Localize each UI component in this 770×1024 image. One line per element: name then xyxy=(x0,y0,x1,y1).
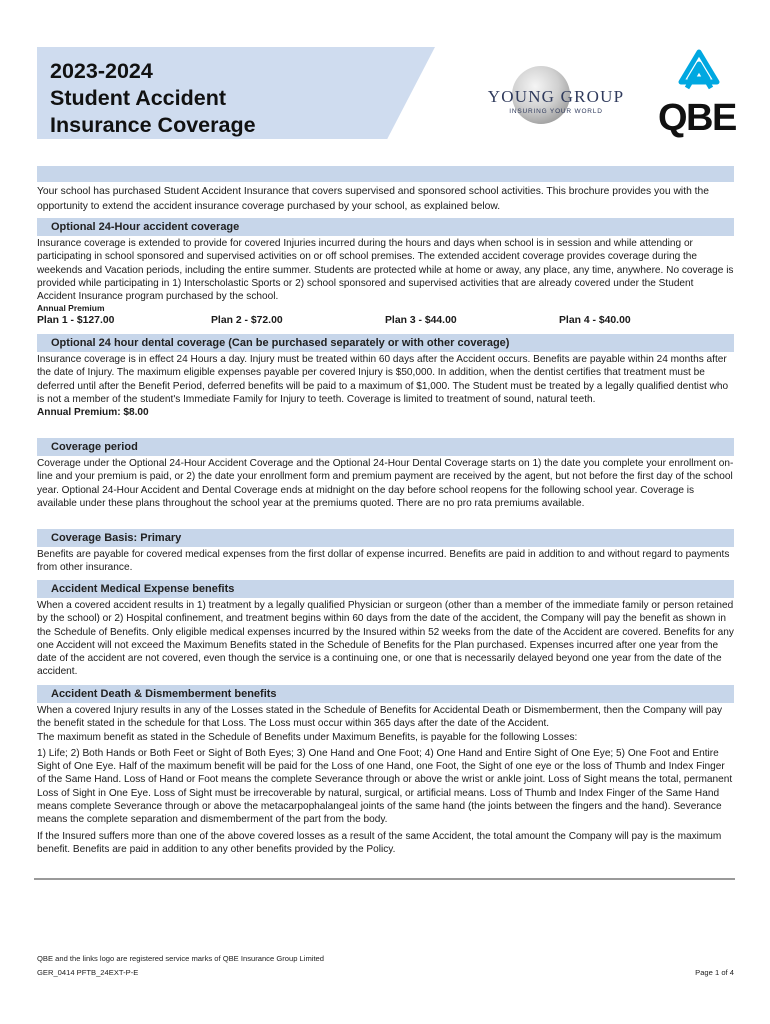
section-heading: Coverage period xyxy=(37,438,734,456)
section-text-4: If the Insured suffers more than one of the above covered losses as a result of the same Accident, the total amount the Company will pay is the maximum benefit. Benefits are paid in addition to any other benefits provided by the Policy. xyxy=(37,830,722,855)
qbe-links-icon xyxy=(672,48,726,94)
section-body xyxy=(37,352,734,419)
header-divider-bar xyxy=(37,166,734,182)
plan-list xyxy=(37,314,734,328)
section-death-dismemberment xyxy=(37,685,734,856)
section-body xyxy=(37,598,734,679)
young-group-name: YOUNG GROUP xyxy=(487,87,625,106)
section-heading: Accident Medical Expense benefits xyxy=(37,580,734,598)
annual-premium-label: Annual Premium xyxy=(37,303,105,314)
qbe-wordmark: QBE xyxy=(658,97,736,139)
title-line-1: Student Accident xyxy=(50,86,226,110)
section-body xyxy=(37,547,734,575)
section-optional-24-hour xyxy=(37,218,734,328)
plan-2-price: Plan 2 - $72.00 xyxy=(211,315,283,327)
section-text-3: 1) Life; 2) Both Hands or Both Feet or Sight of Both Eyes; 3) One Hand and One Foot; 4) One Hand and Entire Sight of One Eye; 5) One Foot and Entire Sight of One Eye. Half of the maximum benefit will be paid for the Loss of one Hand, one Foot, the Sight of one eye or the loss of Thumb and Index Finger of the Same Hand. Loss of Hand or Foot means the complete Severance through or above the wrist or ankle joint. Loss of Sight means the total, permanent Loss of Sight in One Eye. Loss of Sight must be irrecoverable by natural, surgical, or artificial means. Loss of Thumb and Index Finger of the Same Hand means complete Severance through or above the metacarpophalangeal joints of the same hand (the joints between the fingers and the hand). Severance means the complete separation and dismemberment of the part from the body. xyxy=(37,747,733,826)
section-coverage-basis xyxy=(37,529,734,575)
section-text: Benefits are payable for covered medical expenses from the first dollar of expense incurred. Benefits are paid in addition to and without regard to payments from other insurance. xyxy=(37,549,730,574)
section-text: Insurance coverage is extended to provide for covered Injuries incurred during the hours and days when school is in session and while attending or participating in school sponsored and supervised activities on or off school premises. The extended accident coverage provides coverage during the weekends and Vacation periods, including the entire summer. Students are protected while at home or away, any place, any time, anywhere. No coverage is provided while participating in 1) Interscholastic Sports or 2) school sponsored and supervised activities that are already covered under the Student Accident Insurance program purchased by the school. xyxy=(37,238,734,303)
section-body xyxy=(37,236,734,328)
form-code: GER_0414 PFTB_24EXT-P-E xyxy=(37,968,139,977)
plan-1-price: Plan 1 - $127.00 xyxy=(37,315,115,327)
page-title xyxy=(50,58,256,139)
plan-3-price: Plan 3 - $44.00 xyxy=(385,315,457,327)
section-text: Insurance coverage is in effect 24 Hours a day. Injury must be treated within 60 days after the Accident occurs. Benefits are payable within 24 months after the date of Injury. The maximum eligible expenses payable per covered Injury is $50,000. In addition, when the dentist certifies that treatment must be deferred until after the Benefit Period, deferred benefits will be paid to a maximum of $1,000. The Student must be treated by a legally qualified dentist who is not a member of the student's Immediate Family for Injury to teeth. Coverage is limited to treatment of sound, natural teeth. xyxy=(37,354,729,405)
section-text: Coverage under the Optional 24-Hour Accident Coverage and the Optional 24-Hour Dental Coverage starts on 1) the date you complete your enrollment on-line and your premium is paid, or 2) the date your enrollment form and premium payment are received by the agent, but not before the first day of the school year. Optional 24-Hour Accident and Dental Coverage ends at midnight on the day before school reopens for the following school year. Coverage is available under these plans throughout the school year at the premiums quoted. There are no pro rata premiums available. xyxy=(37,458,734,509)
section-heading: Accident Death & Dismemberment benefits xyxy=(37,685,734,703)
section-body xyxy=(37,703,734,856)
section-heading: Coverage Basis: Primary xyxy=(37,529,734,547)
page-number: Page 1 of 4 xyxy=(695,968,734,977)
plan-4-price: Plan 4 - $40.00 xyxy=(559,315,631,327)
section-body xyxy=(37,456,734,510)
young-group-tagline: INSURING YOUR WORLD xyxy=(509,108,603,115)
section-text-1: When a covered Injury results in any of the Losses stated in the Schedule of Benefits for Accidental Death or Dismemberment, then the Company will pay the benefit stated in the schedule for that Loss. The Loss must occur within 365 days after the date of the Accident. xyxy=(37,705,723,730)
title-line-year: 2023-2024 xyxy=(50,59,153,83)
section-dental xyxy=(37,334,734,419)
trademark-note: QBE and the links logo are registered service marks of QBE Insurance Group Limited xyxy=(37,954,325,963)
dental-annual-premium: Annual Premium: $8.00 xyxy=(37,407,149,419)
title-line-2: Insurance Coverage xyxy=(50,113,256,137)
section-heading: Optional 24-Hour accident coverage xyxy=(37,218,734,236)
section-medical-expense xyxy=(37,580,734,679)
section-heading: Optional 24 hour dental coverage (Can be purchased separately or with other coverage) xyxy=(37,334,734,352)
section-text-2: The maximum benefit as stated in the Schedule of Benefits under Maximum Benefits, is payable for the following Losses: xyxy=(37,731,578,743)
content-divider xyxy=(34,878,735,880)
section-text: When a covered accident results in 1) treatment by a legally qualified Physician or surgeon (other than a member of the immediate family or person retained by the school) or 2) Hospital confinement, and treatment begins within 60 days from the date of the accident, the Company will pay the benefit as shown in the Schedule of Benefits. Only eligible medical expenses incurred by the Insured within 52 weeks from the date of the Accident are covered. Benefits for any one Accident will not exceed the Maximum Benefits stated in the Schedule of Benefits for the Plan purchased. Expenses incurred after one year from the date of the accident are not covered, even though the service is a continuing one, or one that is necessarily delayed beyond one year from the date of the accident. xyxy=(37,600,734,678)
intro-paragraph: Your school has purchased Student Accident Insurance that covers supervised and sponsored school activities. This brochure provides you with the opportunity to extend the accident insurance coverage purchased by your school, as explained below. xyxy=(37,186,709,212)
section-coverage-period xyxy=(37,438,734,510)
